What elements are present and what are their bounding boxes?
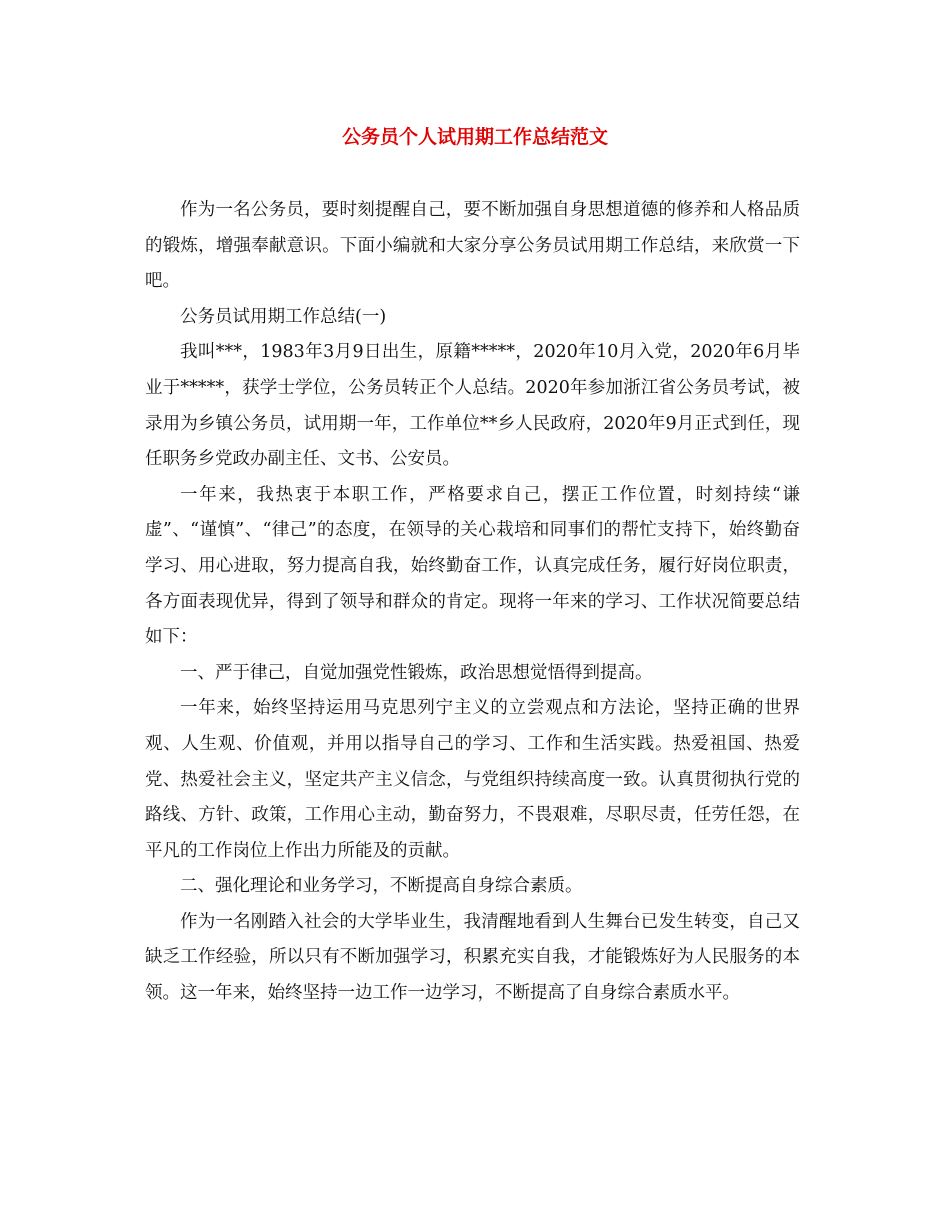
intro-paragraph: 作为一名公务员，要时刻提醒自己，要不断加强自身思想道德的修养和人格品质的锻炼，增强奉献意识。下面小编就和大家分享公务员试用期工作总结，来欣赏一下吧。: [145, 200, 800, 292]
document-title: 公务员个人试用期工作总结范文: [341, 126, 608, 148]
body-paragraph: 一年来，始终坚持运用马克思列宁主义的立尝观点和方法论，坚持正确的世界观、人生观、价值观，并用以指导自己的学习、工作和生活实践。热爱祖国、热爱党、热爱社会主义，坚定共产主义信念，与党组织持续高度一致。认真贯彻执行党的路线、方针、政策，工作用心主动，勤奋努力，不畏艰难，尽职尽责，任劳任怨，在平凡的工作岗位上作出力所能及的贡献。: [145, 698, 800, 861]
subsection-heading: 二、强化理论和业务学习，不断提高自身综合素质。: [180, 876, 583, 897]
body-paragraph: 一年来，我热衷于本职工作，严格要求自己，摆正工作位置，时刻持续“谦虚”、“谨慎”、“律己”的态度，在领导的关心栽培和同事们的帮忙支持下，始终勤奋学习、用心进取，努力提高自我，始终勤奋工作，认真完成任务，履行好岗位职责，各方面表现优异，得到了领导和群众的肯定。现将一年来的学习、工作状况简要总结如下：: [145, 484, 800, 648]
subsection-heading: 一、严于律己，自觉加强党性锻炼，政治思想觉悟得到提高。: [180, 662, 653, 683]
section-heading: 公务员试用期工作总结(一): [180, 306, 387, 327]
body-paragraph: 作为一名刚踏入社会的大学毕业生，我清醒地看到人生舞台已发生转变，自己又缺乏工作经验，所以只有不断加强学习，积累充实自我，才能锻炼好为人民服务的本领。这一年来，始终坚持一边工作一边学习，不断提高了自身综合素质水平。: [145, 911, 800, 1004]
body-paragraph: 我叫***，1983年3月9日出生，原籍*****，2020年10月入党，2020年6月毕业于*****，获学士学位，公务员转正个人总结。2020年参加浙江省公务员考试，被录用为乡镇公务员，试用期一年，工作单位**乡人民政府，2020年9月正式到任，现任职务乡党政办副主任、文书、公安员。: [145, 342, 800, 470]
document-body: [145, 193, 800, 1012]
